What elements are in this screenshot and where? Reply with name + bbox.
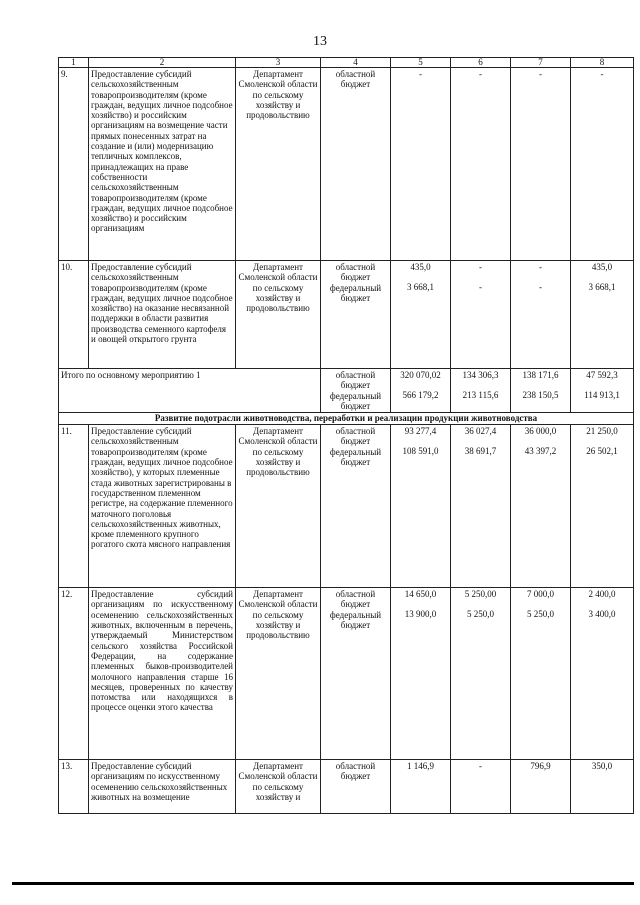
total-label: Итого по основному мероприятию 1 (59, 369, 321, 413)
value-cell (391, 261, 451, 369)
row-source (321, 760, 391, 814)
value: 566 179,2 (402, 390, 439, 401)
source-label: областной бюджет (335, 426, 376, 447)
value: 435,0 (591, 262, 613, 272)
value: - (479, 761, 482, 772)
value: 320 070,02 (400, 370, 441, 380)
value-cell (511, 369, 571, 413)
header-row (59, 58, 634, 68)
row-number: 11. (59, 425, 89, 588)
value: - (479, 282, 482, 293)
row-department: Департамент Смоленской области по сельскому хозяйству и (236, 760, 321, 814)
value-cell (571, 68, 634, 261)
value-cell (511, 425, 571, 588)
source-label: областной бюджет (335, 761, 376, 782)
value-cell (571, 425, 634, 588)
value: 213 115,6 (462, 390, 499, 401)
value: 93 277,4 (404, 426, 437, 437)
value: 796,9 (530, 761, 551, 772)
value: 1 146,9 (407, 761, 434, 772)
source-label: областной бюджет (335, 262, 376, 283)
program-table (58, 57, 634, 814)
value-cell (451, 261, 511, 369)
value: 36 000,0 (524, 426, 557, 437)
row-source (321, 425, 391, 588)
value-cell (451, 425, 511, 588)
value: 5 250,0 (527, 609, 554, 620)
value: 47 592,3 (586, 370, 618, 380)
row-number: 10. (59, 261, 89, 369)
value: 7 000,0 (527, 589, 554, 600)
value: 3 400,0 (588, 609, 616, 620)
value-cell (451, 369, 511, 413)
value: - (479, 69, 482, 79)
value-cell (571, 369, 634, 413)
value: 114 913,1 (584, 390, 620, 401)
value: 38 691,7 (464, 446, 497, 457)
value: 43 397,2 (524, 446, 557, 457)
col-header: 6 (451, 58, 511, 68)
value: - (539, 262, 542, 272)
row-department: Департамент Смоленской области по сельскому хозяйству и продовольствию (236, 261, 321, 369)
col-header: 8 (571, 58, 634, 68)
value-cell (511, 261, 571, 369)
value: 3 668,1 (588, 282, 616, 293)
table-row (59, 760, 634, 814)
value: 108 591,0 (402, 446, 439, 457)
row-source (321, 261, 391, 369)
source-label: областной бюджет (335, 589, 376, 610)
col-header: 7 (511, 58, 571, 68)
row-source (321, 588, 391, 760)
value-cell (451, 68, 511, 261)
row-department: Департамент Смоленской области по сельскому хозяйству и продовольствию (236, 425, 321, 588)
row-description: Предоставление субсидий организациям по искусственному осеменению сельскохозяйственных животных, включенным в перечень, утверждаемый Министерством сельского хозяйства Российской Федерации, на содержание племенных быков-производителей молочного направления старше 16 месяцев, проверенных по качеству потомства или находящихся в процессе оценки этого качества (89, 588, 236, 760)
source-label: областной бюджет (335, 370, 376, 391)
total-row (59, 369, 634, 413)
value: - (539, 282, 542, 293)
source-label: федеральный бюджет (329, 390, 382, 411)
row-description: Предоставление субсидий сельскохозяйственным товаропроизводителям (кроме граждан, ведущих личное подсобное хозяйство) на оказание несвязанной поддержки в области развития производства семенного картофеля и овощей открытого грунта (89, 261, 236, 369)
value: 36 027,4 (464, 426, 497, 437)
row-number: 13. (59, 760, 89, 814)
row-department: Департамент Смоленской области по сельскому хозяйству и продовольствию (236, 588, 321, 760)
value-cell (391, 425, 451, 588)
value-cell (511, 760, 571, 814)
value: - (539, 69, 542, 79)
value-cell (511, 588, 571, 760)
row-number: 12. (59, 588, 89, 760)
bottom-rule (12, 882, 634, 885)
value-cell (391, 760, 451, 814)
table-row (59, 588, 634, 760)
value: 14 650,0 (404, 589, 437, 600)
value-cell (391, 369, 451, 413)
value: 5 250,0 (467, 609, 494, 620)
table-row (59, 425, 634, 588)
row-source (321, 68, 391, 261)
value: 350,0 (591, 761, 613, 772)
source-label: федеральный бюджет (329, 282, 382, 303)
source-label: федеральный бюджет (329, 609, 382, 631)
source-label: областной бюджет (335, 69, 376, 90)
row-department: Департамент Смоленской области по сельскому хозяйству и продовольствию (236, 68, 321, 261)
value: 238 150,5 (522, 390, 559, 401)
row-description: Предоставление субсидий сельскохозяйственным товаропроизводителям (кроме граждан, ведущих личное подсобное хозяйство) и российским организациям на возмещение части прямых понесенных затрат на создание и (или) модернизацию тепличных комплексов, принадлежащих на праве собственности сельскохозяйственным товаропроизводителям (кроме граждан, ведущих личное подсобное хозяйство) и российским организациям (89, 68, 236, 261)
page-number: 13 (313, 34, 327, 49)
value: 138 171,6 (522, 370, 559, 380)
value-cell (511, 68, 571, 261)
value: 21 250,0 (586, 426, 618, 437)
table-row (59, 261, 634, 369)
value: - (479, 262, 482, 272)
value-cell (571, 588, 634, 760)
col-header: 4 (321, 58, 391, 68)
row-description: Предоставление субсидий организациям по искусственному осеменению сельскохозяйственных животных на возмещение (89, 760, 236, 814)
section-title: Развитие подотрасли животноводства, переработки и реализации продукции животноводства (59, 413, 634, 425)
col-header: 1 (59, 58, 89, 68)
value-cell (571, 261, 634, 369)
value-cell (451, 760, 511, 814)
value-cell (391, 68, 451, 261)
value: 13 900,0 (404, 609, 437, 620)
value: 435,0 (410, 262, 431, 272)
value: 2 400,0 (588, 589, 616, 600)
value-cell (391, 588, 451, 760)
row-source (321, 369, 391, 413)
value: 3 668,1 (407, 282, 434, 293)
row-description: Предоставление субсидий сельскохозяйственным товаропроизводителям (кроме граждан, ведущих личное подсобное хозяйство), у которых племенные стада животных зарегистрированы в государственном племенном регистре, на содержание племенного маточного поголовья сельскохозяйственных животных, кроме племенного крупного рогатого скота мясного направления (89, 425, 236, 588)
col-header: 3 (236, 58, 321, 68)
col-header: 5 (391, 58, 451, 68)
value: 5 250,00 (464, 589, 497, 600)
value: 134 306,3 (462, 370, 499, 380)
row-number: 9. (59, 68, 89, 261)
source-label: федеральный бюджет (329, 446, 382, 468)
value-cell (571, 760, 634, 814)
section-row (59, 413, 634, 425)
value: - (600, 69, 604, 79)
value-cell (451, 588, 511, 760)
value: 26 502,1 (586, 446, 618, 457)
col-header: 2 (89, 58, 236, 68)
value: - (419, 69, 422, 79)
table-row (59, 68, 634, 261)
